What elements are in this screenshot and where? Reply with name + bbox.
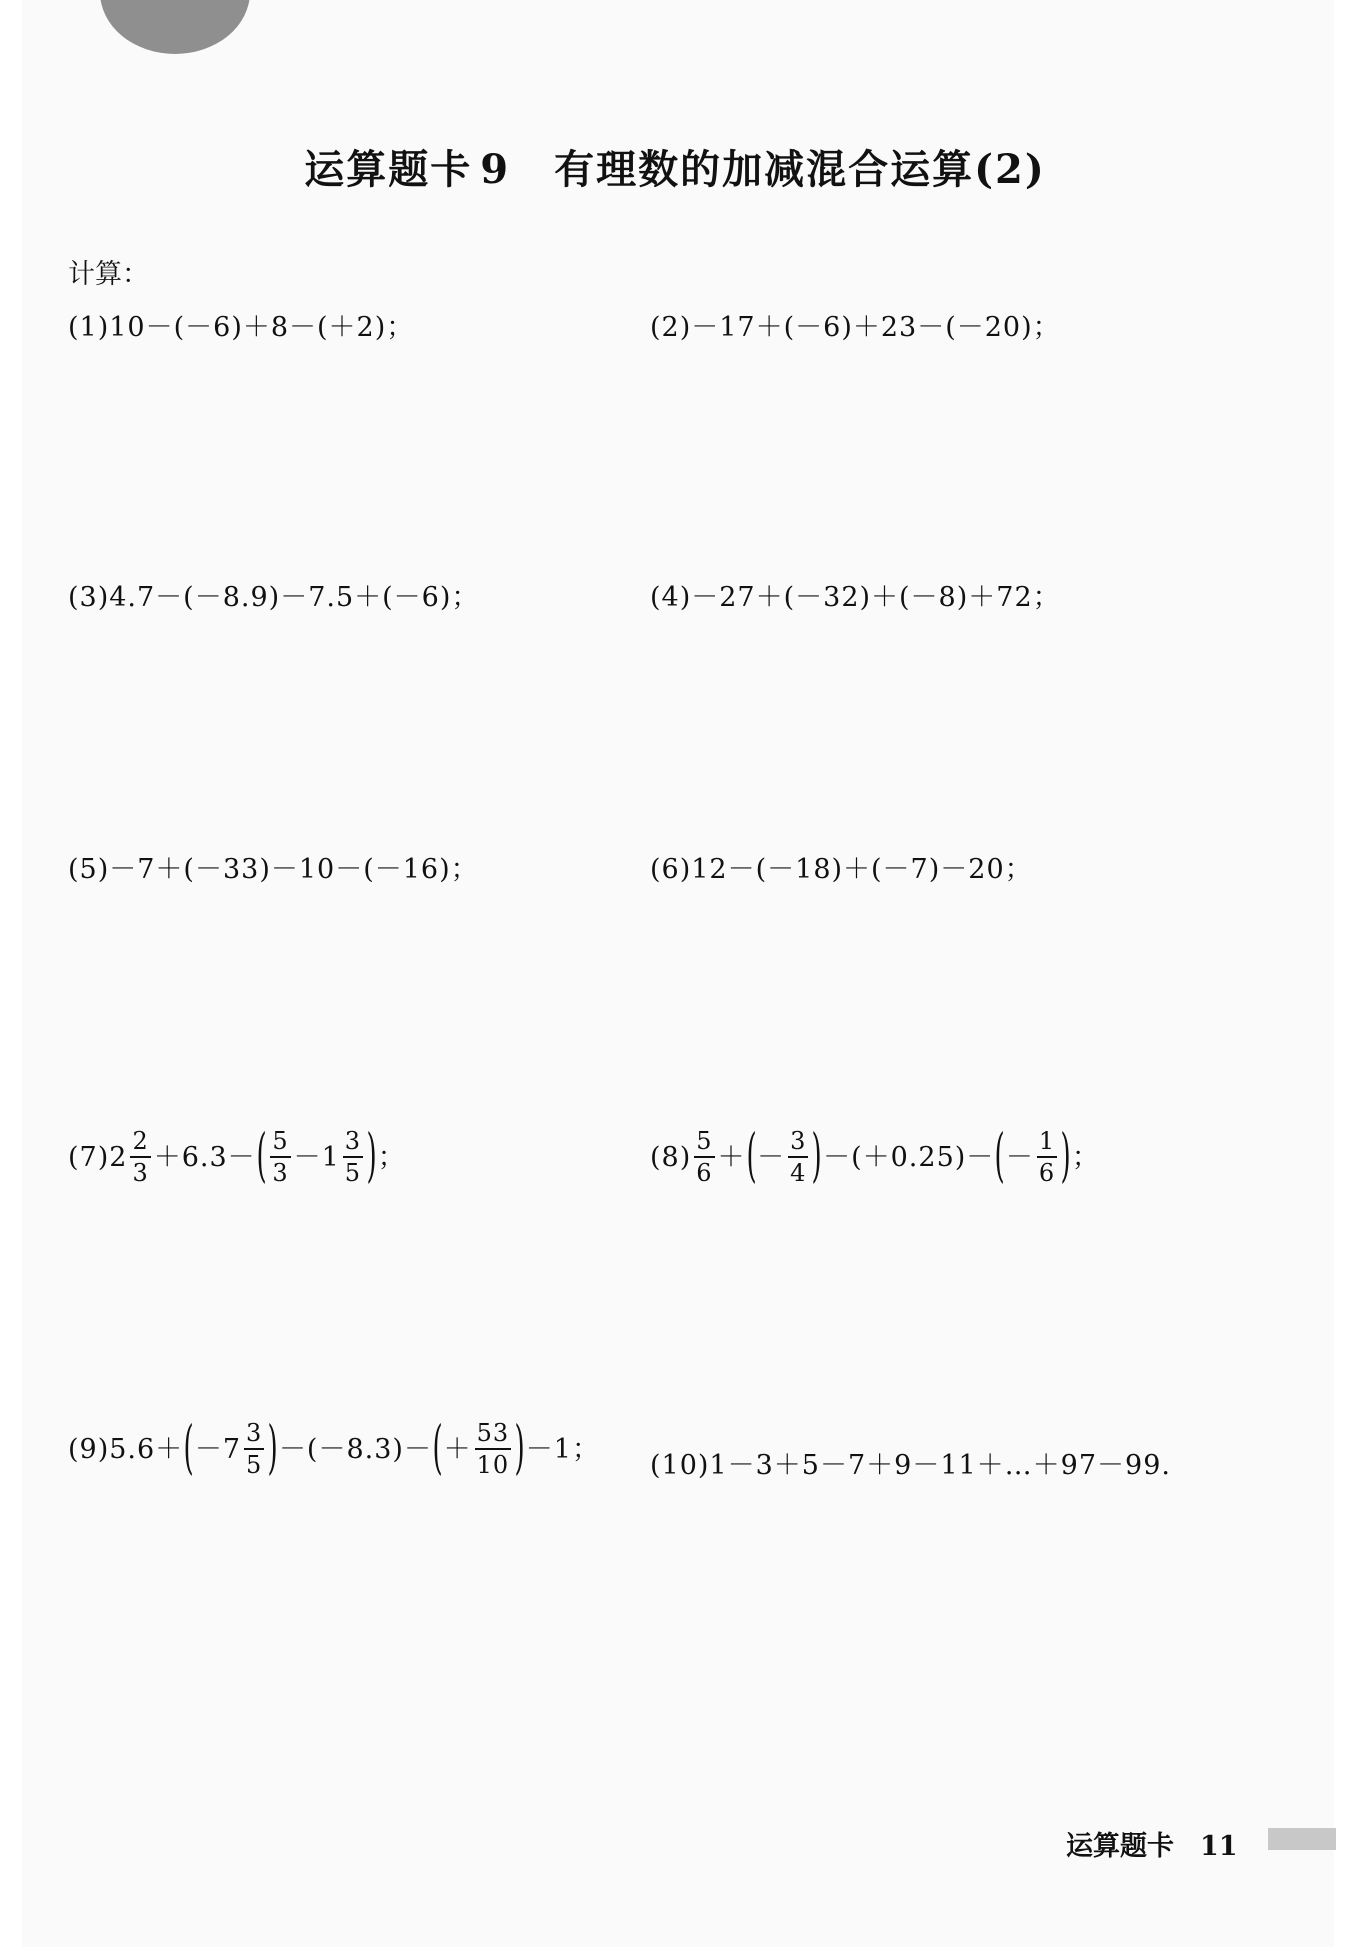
problem-8 xyxy=(650,1121,1100,1189)
page-footer xyxy=(1066,1824,1238,1863)
problem-9-end: －1； xyxy=(525,1433,600,1465)
footer-label: 运算题卡 xyxy=(1066,1831,1174,1862)
problem-4: (4)－27＋(－32)＋(－8)＋72； xyxy=(650,582,1061,613)
instruction-label: 计算： xyxy=(68,259,149,290)
problem-6: (6)12－(－18)＋(－7)－20； xyxy=(650,854,1033,885)
problem-8-part: －(＋0.25)－ xyxy=(823,1141,995,1173)
problem-5: (5)－7＋(－33)－10－(－16)； xyxy=(68,854,479,885)
problem-9-part: －(－8.3)－ xyxy=(278,1433,432,1465)
problem-3: (3)4.7－(－8.9)－7.5＋(－6)； xyxy=(68,582,480,613)
problem-8-part: － xyxy=(757,1141,786,1173)
problem-1: (1)10－(－6)＋8－(＋2)； xyxy=(68,312,415,343)
numerator: 53 xyxy=(475,1421,512,1450)
title-card: 运算题卡 xyxy=(304,146,473,193)
big-left-paren: ( xyxy=(746,1121,757,1189)
fraction xyxy=(270,1129,290,1185)
big-left-paren: ( xyxy=(183,1413,195,1481)
worksheet-page xyxy=(22,0,1334,1947)
denominator: 3 xyxy=(132,1159,149,1187)
big-right-paren: ) xyxy=(1060,1121,1072,1189)
numerator: 3 xyxy=(343,1129,363,1158)
big-left-paren: ( xyxy=(256,1121,267,1189)
numerator: 5 xyxy=(694,1129,714,1158)
problem-9-part: ＋ xyxy=(443,1433,472,1465)
fraction xyxy=(475,1421,512,1477)
numerator: 1 xyxy=(1037,1129,1057,1158)
problem-8-end: ； xyxy=(1071,1141,1100,1173)
corner-decoration xyxy=(100,0,250,54)
denominator: 4 xyxy=(790,1159,807,1187)
fraction xyxy=(694,1129,714,1185)
problem-9-prefix: (9)5.6＋ xyxy=(68,1433,184,1465)
numerator: 3 xyxy=(788,1129,808,1158)
fraction xyxy=(244,1421,264,1477)
denominator: 6 xyxy=(696,1159,713,1187)
numerator: 3 xyxy=(244,1421,264,1450)
numerator: 5 xyxy=(270,1129,290,1158)
denominator: 3 xyxy=(272,1159,289,1187)
problem-7-end: ； xyxy=(377,1141,406,1173)
page-number: 11 xyxy=(1200,1831,1238,1862)
problem-7-part: ＋6.3－ xyxy=(153,1141,256,1173)
numerator: 2 xyxy=(130,1129,150,1158)
problem-8-prefix: (8) xyxy=(650,1141,692,1173)
title-number: 9 xyxy=(480,146,511,193)
big-left-paren: ( xyxy=(994,1121,1006,1189)
big-right-paren: ) xyxy=(366,1121,378,1189)
big-left-paren: ( xyxy=(432,1413,444,1481)
problem-8-part: ＋ xyxy=(717,1141,746,1173)
fraction xyxy=(788,1129,808,1185)
fraction xyxy=(343,1129,363,1185)
fraction xyxy=(130,1129,150,1185)
denominator: 6 xyxy=(1038,1159,1056,1187)
denominator: 5 xyxy=(344,1159,362,1187)
page-title xyxy=(0,138,1350,195)
big-right-paren: ) xyxy=(811,1121,823,1189)
problem-8-part: － xyxy=(1005,1141,1034,1173)
problem-10: (10)1－3＋5－7＋9－11＋…＋97－99. xyxy=(650,1450,1171,1481)
big-right-paren: ) xyxy=(514,1413,526,1481)
problem-9 xyxy=(68,1413,600,1481)
denominator: 5 xyxy=(246,1451,263,1479)
problem-9-part: －7 xyxy=(194,1433,242,1465)
footer-decoration-bar xyxy=(1268,1828,1336,1850)
title-subject: 有理数的加减混合运算(2) xyxy=(554,146,1046,193)
denominator: 10 xyxy=(476,1451,510,1479)
problem-7-prefix: (7)2 xyxy=(68,1141,128,1173)
big-right-paren: ) xyxy=(267,1413,279,1481)
problem-7-part: －1 xyxy=(293,1141,340,1173)
problem-2: (2)－17＋(－6)＋23－(－20)； xyxy=(650,312,1061,343)
fraction xyxy=(1037,1129,1057,1185)
problem-7 xyxy=(68,1121,406,1189)
